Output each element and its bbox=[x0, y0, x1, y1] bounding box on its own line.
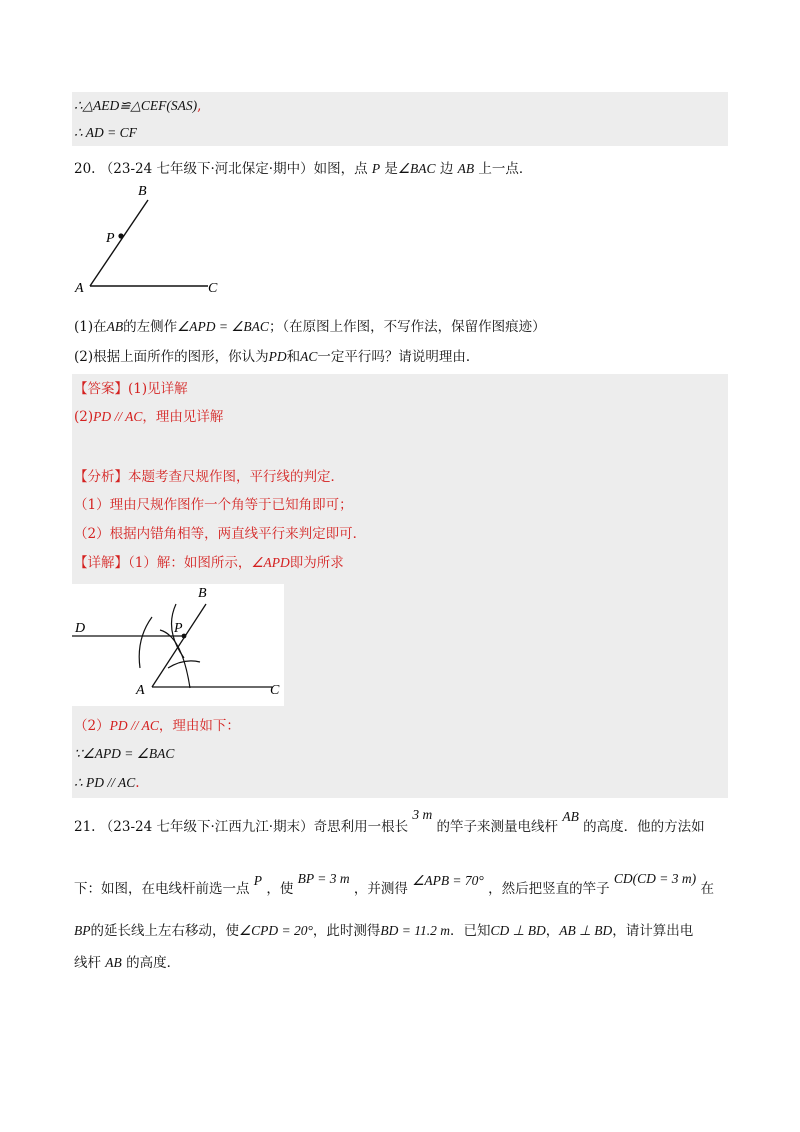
label-b: B bbox=[138, 184, 147, 199]
q20-figure bbox=[72, 180, 232, 300]
answer-line: 【答案】(1)见详解 bbox=[74, 381, 188, 397]
label-p: P bbox=[174, 621, 183, 636]
q20-number: 20. bbox=[74, 161, 96, 177]
construction-arc-1 bbox=[139, 617, 152, 668]
segment-ab bbox=[152, 604, 206, 687]
q21-line1: 21. （23-24 七年级下·江西九江·期末）奇思利用一根长 3 m 的竿子来测量电线杆 AB 的高度．他的方法如 bbox=[74, 807, 705, 835]
detail-line: 【详解】（1）解：如图所示，∠APD即为所求 bbox=[74, 555, 344, 571]
analysis-step2: （2）根据内错角相等，两直线平行来判定即可． bbox=[74, 526, 367, 542]
segment-ab bbox=[90, 200, 148, 286]
answer-part2: (2)PD // AC，理由见详解 bbox=[74, 409, 224, 425]
q20-part2: (2)根据上面所作的图形，你认为PD和AC一定平行吗？请说明理由． bbox=[74, 349, 480, 365]
q20-source: （23-24 七年级下·河北保定·期中） bbox=[99, 161, 314, 177]
label-c: C bbox=[270, 683, 280, 698]
label-c: C bbox=[208, 281, 218, 296]
q20-stem: 20. （23-24 七年级下·河北保定·期中）如图，点 P 是∠BAC 边 AB 上一点． bbox=[74, 161, 533, 177]
q21-number: 21. bbox=[74, 819, 96, 835]
prev-solution-line2: ∴ AD = CF bbox=[74, 125, 137, 140]
label-p: P bbox=[106, 231, 115, 246]
analysis-tag: 【分析】 bbox=[74, 469, 128, 485]
label-a: A bbox=[75, 281, 84, 296]
detail-because: ∵∠APD = ∠BAC bbox=[74, 746, 175, 761]
label-b: B bbox=[198, 586, 207, 601]
q20-part1: (1)在AB的左侧作∠APD = ∠BAC；（在原图上作图，不写作法，保留作图痕迹） bbox=[74, 319, 546, 335]
detail-part2: （2）PD // AC，理由如下： bbox=[74, 718, 240, 734]
label-a: A bbox=[136, 683, 145, 698]
detail-tag: 【详解】 bbox=[74, 555, 128, 571]
analysis-step1: （1）理由尺规作图作一个角等于已知角即可； bbox=[74, 497, 353, 513]
construction-arc-3 bbox=[160, 630, 190, 688]
answer-tag: 【答案】 bbox=[74, 381, 128, 397]
prev-solution-line1: ∴△AED≌△CEF(SAS), bbox=[74, 98, 202, 114]
analysis-line: 【分析】本题考查尺规作图，平行线的判定． bbox=[74, 469, 344, 485]
construction-arc-4 bbox=[168, 661, 200, 668]
label-d: D bbox=[75, 621, 86, 636]
q21-line2: 下：如图，在电线杆前选一点 P ，使 BP = 3 m ，并测得 ∠APB = 70° ，然后把竖直的竿子 CD(CD = 3 m) 在 bbox=[74, 871, 714, 897]
detail-therefore: ∴ PD // AC. bbox=[74, 775, 140, 791]
q21-line3: BP的延长线上左右移动，使∠CPD = 20°，此时测得BD = 11.2 m．已知CD ⊥ BD，AB ⊥ BD，请计算出电 bbox=[74, 923, 694, 939]
point-p bbox=[118, 233, 123, 238]
q21-line4: 线杆 AB 的高度． bbox=[74, 955, 181, 971]
q21-source: （23-24 七年级下·江西九江·期末） bbox=[99, 819, 314, 835]
detail-figure bbox=[72, 584, 302, 706]
